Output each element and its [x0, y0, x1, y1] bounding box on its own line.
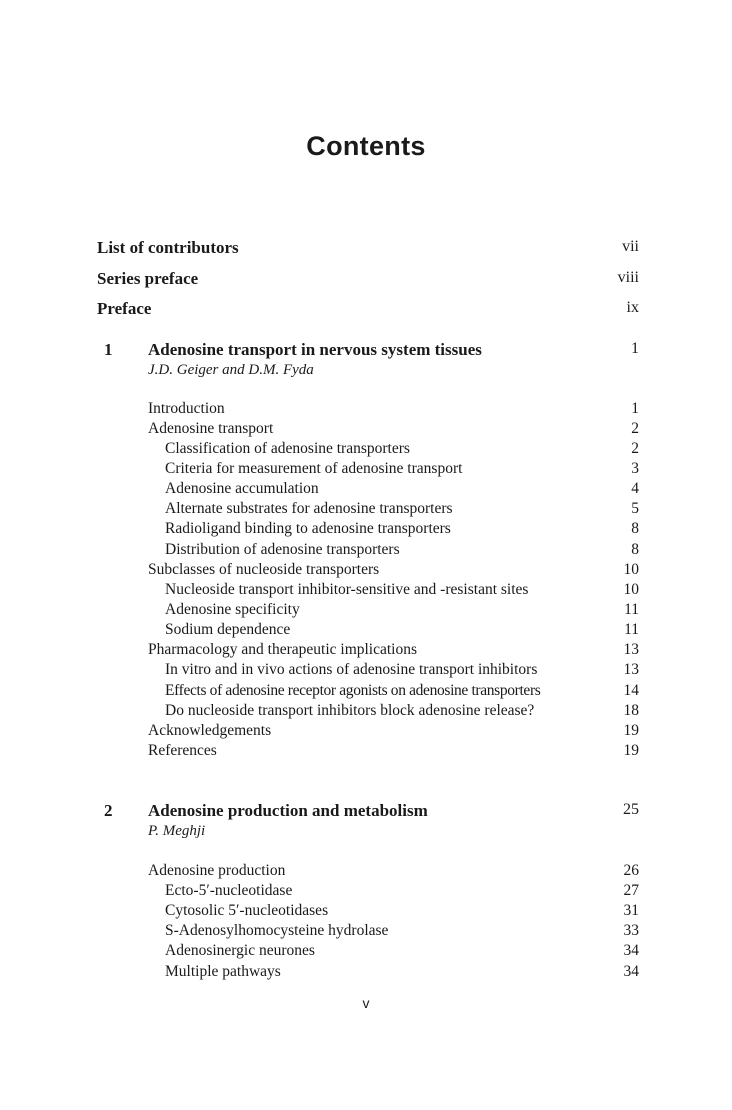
front-matter-page: viii: [617, 269, 639, 286]
page-number: v: [362, 995, 370, 1011]
entry-text: Radioligand binding to adenosine transporters: [165, 520, 451, 537]
toc-entry: [0, 922, 732, 942]
entry-text: Cytosolic 5′-nucleotidases: [165, 902, 329, 919]
toc-entry: [0, 862, 732, 882]
page-title: Contents: [306, 131, 426, 161]
entry-text: Distribution of adenosine transporters: [165, 541, 400, 558]
front-matter-label: List of contributors: [97, 238, 239, 257]
entry-page: 18: [623, 702, 639, 719]
front-matter-label: Preface: [97, 299, 152, 318]
toc-entry: [0, 400, 732, 420]
entry-page: 33: [623, 922, 639, 939]
toc-entry: [0, 420, 732, 440]
entry-text: Criteria for measurement of adenosine transport: [165, 460, 463, 477]
entry-text: Subclasses of nucleoside transporters: [148, 561, 380, 578]
entry-page: 2: [631, 420, 639, 437]
entry-page: 19: [623, 742, 639, 759]
entry-page: 31: [623, 902, 639, 919]
toc-entry: [0, 460, 732, 480]
entry-page: 19: [623, 722, 639, 739]
front-matter-row: [97, 299, 639, 321]
toc-entry: [0, 722, 732, 742]
front-matter-page: ix: [626, 299, 639, 316]
entry-text: Adenosine accumulation: [165, 480, 319, 497]
toc-entry: [0, 702, 732, 722]
toc-entry: [0, 942, 732, 962]
toc-entry: [0, 440, 732, 460]
chapter-page: 25: [623, 801, 639, 818]
toc-entry: [0, 621, 732, 641]
chapter-page: 1: [631, 340, 639, 357]
toc-entry: [0, 520, 732, 540]
front-matter-row: [97, 238, 639, 260]
entry-text: Adenosine transport: [148, 420, 274, 437]
entry-text: Classification of adenosine transporters: [165, 440, 410, 457]
toc-entry: [0, 581, 732, 601]
chapter-title: Adenosine transport in nervous system tissues: [148, 340, 482, 359]
entry-page: 27: [623, 882, 639, 899]
entry-text: References: [148, 742, 217, 759]
entry-page: 34: [623, 963, 639, 980]
entry-page: 26: [623, 862, 639, 879]
entry-page: 8: [631, 520, 639, 537]
front-matter-label: Series preface: [97, 269, 199, 288]
chapter-authors: J.D. Geiger and D.M. Fyda: [148, 362, 314, 378]
entry-text: Nucleoside transport inhibitor-sensitive and -resistant sites: [165, 581, 529, 598]
entry-page: 2: [631, 440, 639, 457]
toc-entry: [0, 963, 732, 983]
entry-text: Effects of adenosine receptor agonists on adenosine transporters: [165, 682, 541, 699]
entry-text: Do nucleoside transport inhibitors block adenosine release?: [165, 702, 535, 719]
entry-page: 13: [623, 641, 639, 658]
entry-text: Adenosine production: [148, 862, 286, 879]
toc-entry: [0, 882, 732, 902]
toc-entry: [0, 742, 732, 762]
entry-text: Alternate substrates for adenosine transporters: [165, 500, 453, 517]
entry-text: Pharmacology and therapeutic implications: [148, 641, 418, 658]
entry-page: 34: [623, 942, 639, 959]
entry-page: 4: [631, 480, 639, 497]
entry-page: 14: [623, 682, 639, 699]
front-matter-page: vii: [622, 238, 639, 255]
front-matter-row: [97, 269, 639, 291]
entry-text: Adenosinergic neurones: [165, 942, 315, 959]
entry-text: Multiple pathways: [165, 963, 281, 980]
entry-text: S-Adenosylhomocysteine hydrolase: [165, 922, 389, 939]
entry-page: 1: [631, 400, 639, 417]
entry-text: Acknowledgements: [148, 722, 272, 739]
toc-entry: [0, 541, 732, 561]
chapter-number: 1: [104, 340, 113, 359]
entry-page: 8: [631, 541, 639, 558]
toc-entry: [0, 500, 732, 520]
entry-page: 3: [631, 460, 639, 477]
entry-text: Introduction: [148, 400, 225, 417]
entry-page: 10: [623, 561, 639, 578]
entry-text: Ecto-5′-nucleotidase: [165, 882, 293, 899]
entry-page: 5: [631, 500, 639, 517]
toc-entry: [0, 682, 732, 702]
entry-text: Adenosine specificity: [165, 601, 300, 618]
chapter-title: Adenosine production and metabolism: [148, 801, 428, 820]
toc-entry: [0, 902, 732, 922]
toc-entry: [0, 480, 732, 500]
chapter-authors: P. Meghji: [148, 823, 206, 839]
entry-text: In vitro and in vivo actions of adenosine transport inhibitors: [165, 661, 538, 678]
entry-page: 13: [623, 661, 639, 678]
chapter-number: 2: [104, 801, 113, 820]
toc-entry: [0, 661, 732, 681]
toc-entry: [0, 641, 732, 661]
toc-entry: [0, 561, 732, 581]
entry-page: 10: [623, 581, 639, 598]
toc-entry: [0, 601, 732, 621]
entry-page: 11: [624, 621, 639, 638]
entry-page: 11: [624, 601, 639, 618]
entry-text: Sodium dependence: [165, 621, 291, 638]
